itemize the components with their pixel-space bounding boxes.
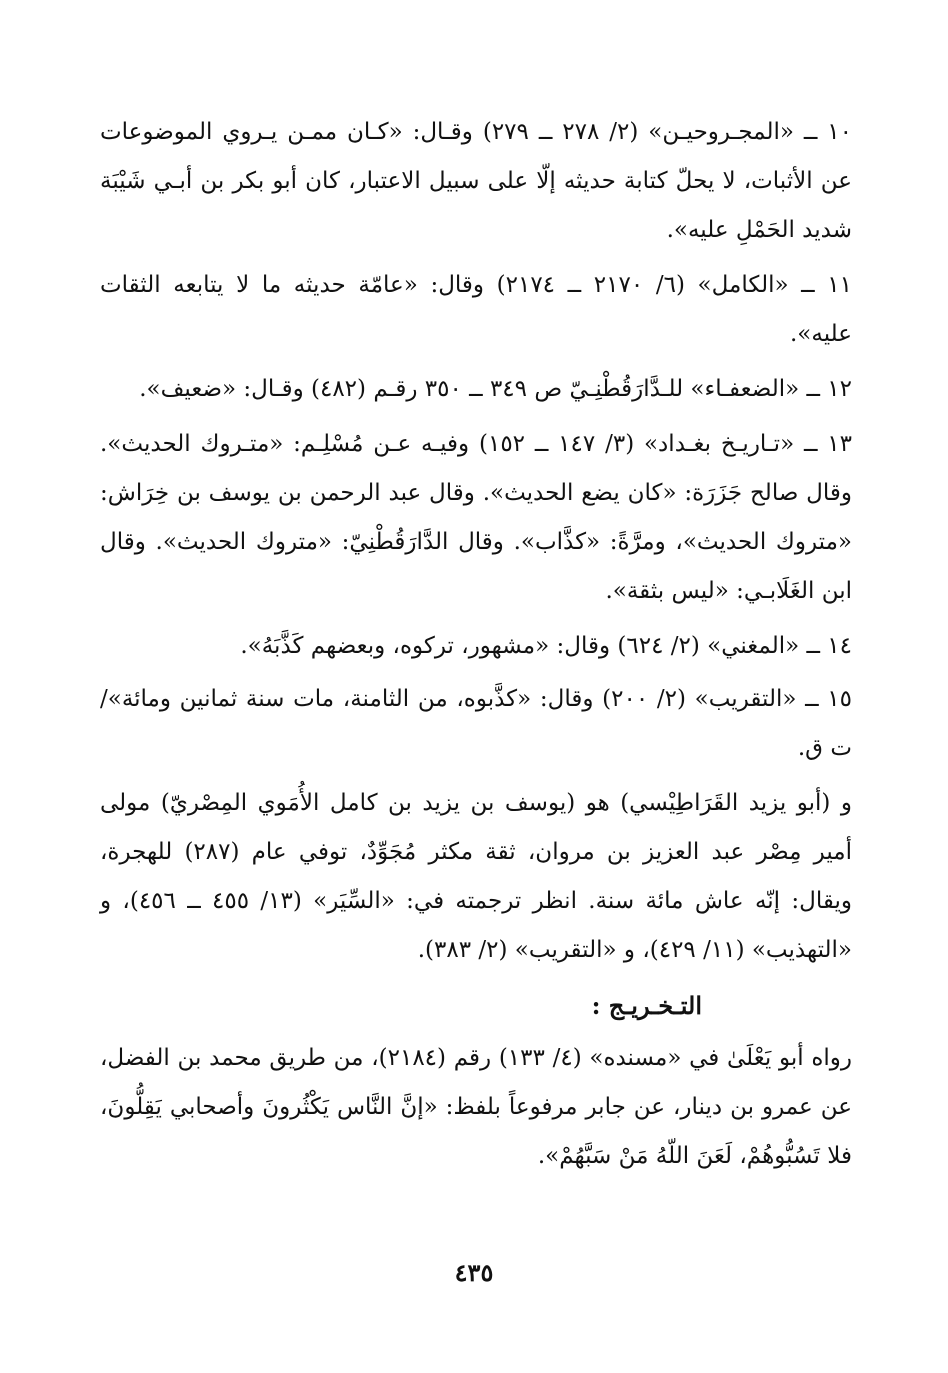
- page-number: ٤٣٥: [454, 1258, 494, 1287]
- paragraph-15: ١٥ ــ «التقريب» (٢/ ٢٠٠) وقال: «كذَّبوه، من الثامنة، مات سنة ثمانين ومائة»/ ت ق.: [100, 686, 852, 761]
- section-heading: التـخـريـج :: [591, 991, 702, 1020]
- paragraph-14: ١٤ ــ «المغني» (٢/ ٦٢٤) وقال: «مشهور، تركوه، وبعضهم كَذَّبَهُ».: [240, 633, 852, 659]
- paragraph-13: ١٣ ــ «تـاريـخ بغـداد» (٣/ ١٤٧ ــ ١٥٢) وفيـه عـن مُسْلِـم: «متـروك الحديث». وقال صالح جَزَرَة: «كان يضع الحديث». وقال عبد الرحمن بن يوسف بن خِرَاش: «متروك الحديث»، ومرَّةً: «كذَّاب». وقال الدَّارَقُطْنِيّ: «متروك الحديث». وقال ابن الغَلَابـي: «ليس بثقة».: [100, 431, 852, 604]
- paragraph-biography: و (أبو يزيد القَرَاطِيْسي) هو (يوسف بن يزيد بن كامل الأُمَوي المِصْريّ) مولى أمير مِصْر عبد العزيز بن مروان، ثقة مكثر مُجَوِّدٌ، توفي عام (٢٨٧) للهجرة، ويقال: إنّه عاش مائة سنة. انظر ترجمته في: «السِّيَر» (١٣/ ٤٥٥ ــ ٤٥٦)، و «التهذيب» (١١/ ٤٢٩)، و «التقريب» (٢/ ٣٨٣).: [100, 790, 852, 963]
- page-body: [100, 108, 852, 1187]
- paragraph-10: ١٠ ــ «المجـروحيـن» (٢/ ٢٧٨ ــ ٢٧٩) وقـال: «كـان ممـن يـروي الموضوعات عن الأثبات، لا يحلّ كتابة حديثه إلّا على سبيل الاعتبار، كان أبو بكر بن أبـي شَيْبَة شديد الحَمْلِ عليه».: [100, 119, 853, 243]
- paragraph-takhrij: رواه أبو يَعْلَىٰ في «مسنده» (٤/ ١٣٣) رقم (٢١٨٤)، من طريق محمد بن الفضل، عن عمرو بن دينار، عن جابر مرفوعاً بلفظ: «إنَّ النَّاس يَكْثُرونَ وأصحابي يَقِلُّونَ، فلا تَسُبُّوهُمْ، لَعَنَ اللّهُ مَنْ سَبَّهُمْ».: [100, 1045, 853, 1169]
- paragraph-11: ١١ ــ «الكامل» (٦/ ٢١٧٠ ــ ٢١٧٤) وقال: «عامّة حديثه ما لا يتابعه الثقات عليه».: [100, 272, 852, 347]
- paragraph-12: ١٢ ــ «الضعفـاء» للـدَّارَقُطْنِـيّ ص ٣٤٩ ــ ٣٥٠ رقـم (٤٨٢) وقـال: «ضعيف».: [139, 376, 852, 402]
